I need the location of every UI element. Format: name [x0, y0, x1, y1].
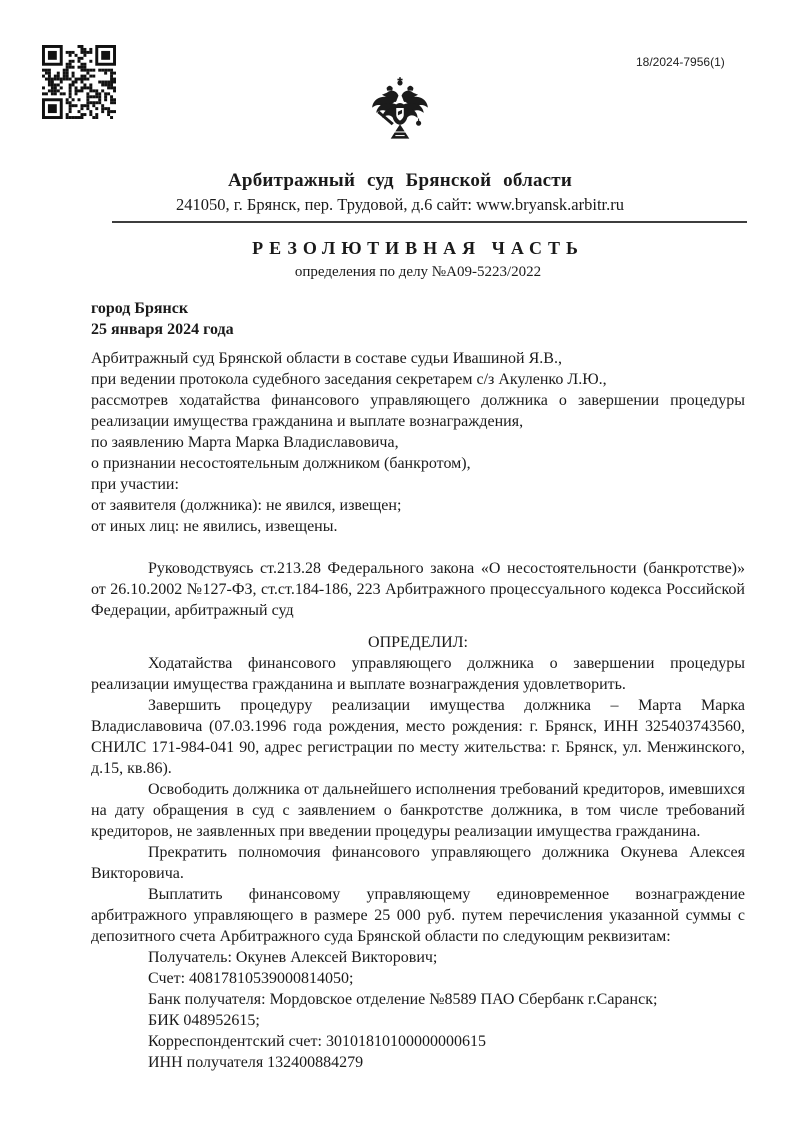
judge-line: Арбитражный суд Брянской области в составе судьи Ивашиной Я.В., — [91, 350, 562, 367]
court-name: Арбитражный суд Брянской области — [228, 170, 572, 191]
resolutive-part-title: РЕЗОЛЮТИВНАЯ ЧАСТЬ — [252, 238, 584, 258]
resolution-paragraph-1: Ходатайства финансового управляющего должника о завершении процедуры реализации имущества гражданина и выплате вознаграждения удовлетворить. — [91, 655, 745, 693]
resolved-heading: ОПРЕДЕЛИЛ: — [368, 634, 468, 651]
city-line: город Брянск — [91, 300, 189, 317]
court-address: 241050, г. Брянск, пер. Трудовой, д.6 сайт: www.bryansk.arbitr.ru — [176, 195, 624, 214]
resolution-paragraph-4: Прекратить полномочия финансового управляющего должника Окунева Алексея Викторовича. — [91, 844, 745, 882]
motion-line: рассмотрев ходатайства финансового управляющего должника о завершении процедуры реализации имущества гражданина и выплате вознаграждения, — [91, 392, 745, 430]
resolution-paragraph-2: Завершить процедуру реализации имущества должника – Марта Марка Владиславовича (07.03.1996 года рождения, место рождения: г. Брянск, ИНН 325403743560, СНИЛС 171-984-041 90, адрес регистрации по месту жительства: г. Брянск, ул. Менжинского, д.15, кв.86). — [91, 697, 745, 777]
requisite-bank: Банк получателя: Мордовское отделение №8589 ПАО Сбербанк г.Саранск; — [148, 991, 658, 1008]
resolution-paragraph-3: Освободить должника от дальнейшего исполнения требований кредиторов, имевшихся на дату обращения в суд с заявлением о банкротстве должника, в том числе требований кредиторов, не заявленных при введении процедуры реализации имущества гражданина. — [91, 781, 745, 840]
qr-code-icon — [42, 45, 116, 119]
bankruptcy-line: о признании несостоятельным должником (банкротом), — [91, 455, 471, 472]
russian-double-headed-eagle-icon — [369, 76, 431, 160]
document-number: 18/2024-7956(1) — [636, 55, 725, 69]
applicant-line: по заявлению Марта Марка Владиславовича, — [91, 434, 399, 451]
coat-of-arms-row — [0, 0, 800, 160]
header-divider — [112, 221, 747, 223]
attendance-others: от иных лиц: не явились, извещены. — [91, 518, 338, 535]
attendance-header: при участии: — [91, 476, 179, 493]
attendance-debtor: от заявителя (должника): не явился, извещен; — [91, 497, 402, 514]
place-date-block — [91, 298, 745, 340]
intro-block — [91, 348, 745, 474]
requisite-inn: ИНН получателя 132400884279 — [148, 1054, 364, 1071]
attendance-block — [91, 474, 745, 537]
secretary-line: при ведении протокола судебного заседания секретарем с/з Акуленко Л.Ю., — [91, 371, 607, 388]
date-line: 25 января 2024 года — [91, 321, 234, 338]
requisite-account: Счет: 40817810539000814050; — [148, 970, 354, 987]
document-body — [91, 238, 745, 1073]
resolution-paragraph-5: Выплатить финансовому управляющему единовременное вознаграждение арбитражного управляющего в размере 25 000 руб. путем перечисления указанной суммы с депозитного счета Арбитражного суда Брянской области по следующим реквизитам: — [91, 886, 745, 945]
requisite-recipient: Получатель: Окунев Алексей Викторович; — [148, 949, 438, 966]
case-subtitle: определения по делу №А09-5223/2022 — [294, 264, 542, 280]
legal-basis-paragraph: Руководствуясь ст.213.28 Федерального закона «О несостоятельности (банкротстве)» от 26.10.2002 №127-ФЗ, ст.ст.184-186, 223 Арбитражного процессуального кодекса Российской Федерации, арбитражный суд — [91, 560, 745, 619]
requisite-bik: БИК 048952615; — [148, 1012, 260, 1029]
payment-requisites-block — [91, 947, 745, 1073]
requisite-corr-account: Корреспондентский счет: 30101810100000000615 — [148, 1033, 486, 1050]
